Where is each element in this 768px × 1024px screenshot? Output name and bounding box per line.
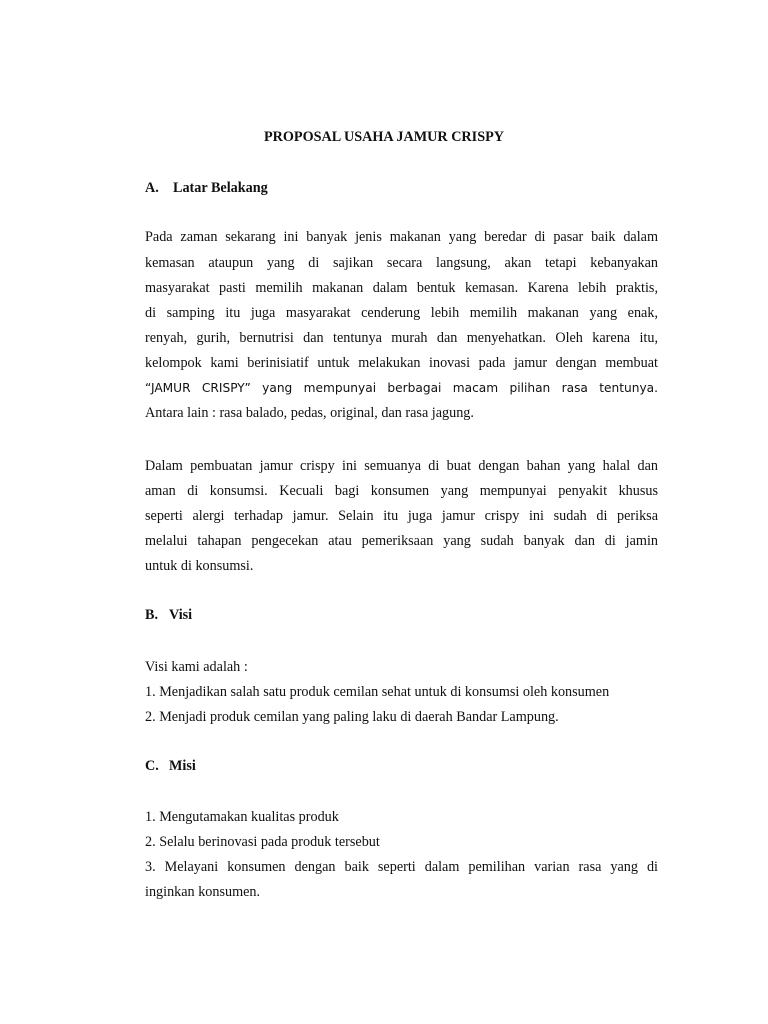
misi-item: 3. Melayani konsumen dengan baik seperti dalam pemilihan varian rasa yang di [145, 859, 658, 875]
section-a-heading [145, 180, 268, 197]
section-b-letter: B. [145, 607, 159, 623]
misi-item: 1. Mengutamakan kualitas produk [145, 809, 339, 825]
section-c-heading [145, 758, 196, 775]
visi-item: 2. Menjadi produk cemilan yang paling laku di daerah Bandar Lampung. [145, 709, 559, 725]
document-title: PROPOSAL USAHA JAMUR CRISPY [263, 129, 505, 145]
paragraph-line: Antara lain : rasa balado, pedas, original, dan rasa jagung. [145, 405, 474, 421]
paragraph-line: aman di konsumsi. Kecuali bagi konsumen yang mempunyai penyakit khusus [145, 483, 658, 499]
misi-item-continuation: inginkan konsumen. [145, 884, 261, 900]
section-b-heading [145, 607, 192, 624]
paragraph-line: seperti alergi terhadap jamur. Selain itu juga jamur crispy ini sudah di periksa [145, 508, 658, 524]
paragraph-line: Pada zaman sekarang ini banyak jenis makanan yang beredar di pasar baik dalam [145, 229, 658, 245]
paragraph-line: Dalam pembuatan jamur crispy ini semuanya di buat dengan bahan yang halal dan [145, 458, 658, 474]
section-a-letter: A. [145, 180, 159, 196]
paragraph-line: untuk di konsumsi. [145, 558, 254, 574]
section-c-letter: C. [145, 758, 159, 774]
paragraph-line: masyarakat pasti memilih makanan dalam bentuk kemasan. Karena lebih praktis, [145, 280, 658, 296]
visi-intro: Visi kami adalah : [145, 659, 248, 675]
paragraph-line-product-name: “JAMUR CRISPY” yang mempunyai berbagai macam pilihan rasa tentunya. [145, 381, 658, 395]
paragraph-line: melalui tahapan pengecekan atau pemeriksaan yang sudah banyak dan di jamin [145, 533, 658, 549]
section-a-title: Latar Belakang [173, 180, 268, 196]
section-c-title: Misi [169, 758, 196, 774]
visi-item: 1. Menjadikan salah satu produk cemilan sehat untuk di konsumsi oleh konsumen [145, 684, 610, 700]
misi-item: 2. Selalu berinovasi pada produk tersebut [145, 834, 380, 850]
paragraph-line: renyah, gurih, bernutrisi dan tentunya murah dan menyehatkan. Oleh karena itu, [145, 330, 658, 346]
paragraph-line: kelompok kami berinisiatif untuk melakukan inovasi pada jamur dengan membuat [145, 355, 658, 371]
paragraph-line: di samping itu juga masyarakat cenderung lebih memilih makanan yang enak, [145, 305, 658, 321]
paragraph-line: kemasan ataupun yang di sajikan secara langsung, akan tetapi kebanyakan [145, 255, 658, 271]
section-b-title: Visi [169, 607, 193, 623]
